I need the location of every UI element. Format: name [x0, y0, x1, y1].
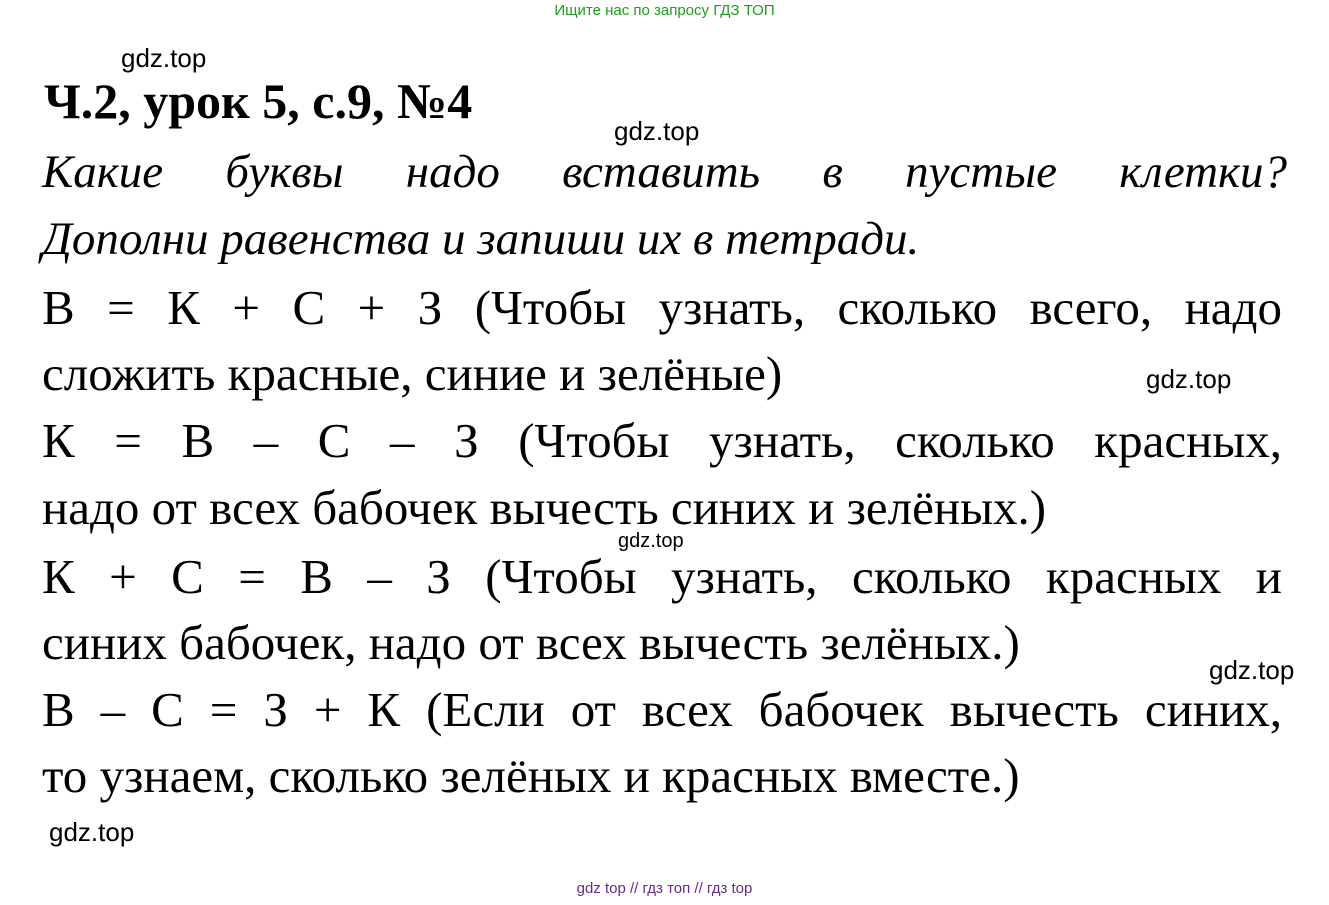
answer-1-line-2: сложить красные, синие и зелёные) [42, 346, 783, 401]
answer-1-line-1: В = К + С + З (Чтобы узнать, сколько всего, надо [42, 280, 1282, 335]
task-line-1: Какие буквы надо вставить в пустые клетки? [42, 146, 1287, 198]
watermark: gdz.top [49, 817, 135, 847]
watermark: gdz.top [121, 43, 207, 73]
answer-3-line-2: синих бабочек, надо от всех вычесть зелёных.) [42, 615, 1020, 670]
answer-2-line-2: надо от всех бабочек вычесть синих и зелёных.) [42, 480, 1047, 535]
task-line-2: Дополни равенства и запиши их в тетради. [42, 213, 920, 265]
footer-links[interactable]: gdz top // гдз топ // гдз top [576, 880, 753, 897]
watermark: gdz.top [618, 530, 684, 552]
page-title: Ч.2, урок 5, с.9, №4 [44, 73, 473, 129]
watermark: gdz.top [1209, 655, 1295, 685]
header-search-link[interactable]: Ищите нас по запросу ГДЗ ТОП [554, 2, 775, 19]
answer-3-line-1: К + С = В – З (Чтобы узнать, сколько красных и [42, 549, 1282, 604]
answer-4-line-1: В – С = З + К (Если от всех бабочек вычесть синих, [42, 682, 1282, 737]
watermark: gdz.top [614, 116, 700, 146]
answer-2-line-1: К = В – С – З (Чтобы узнать, сколько красных, [42, 413, 1282, 468]
watermark: gdz.top [1146, 364, 1232, 394]
answer-4-line-2: то узнаем, сколько зелёных и красных вместе.) [42, 748, 1020, 803]
